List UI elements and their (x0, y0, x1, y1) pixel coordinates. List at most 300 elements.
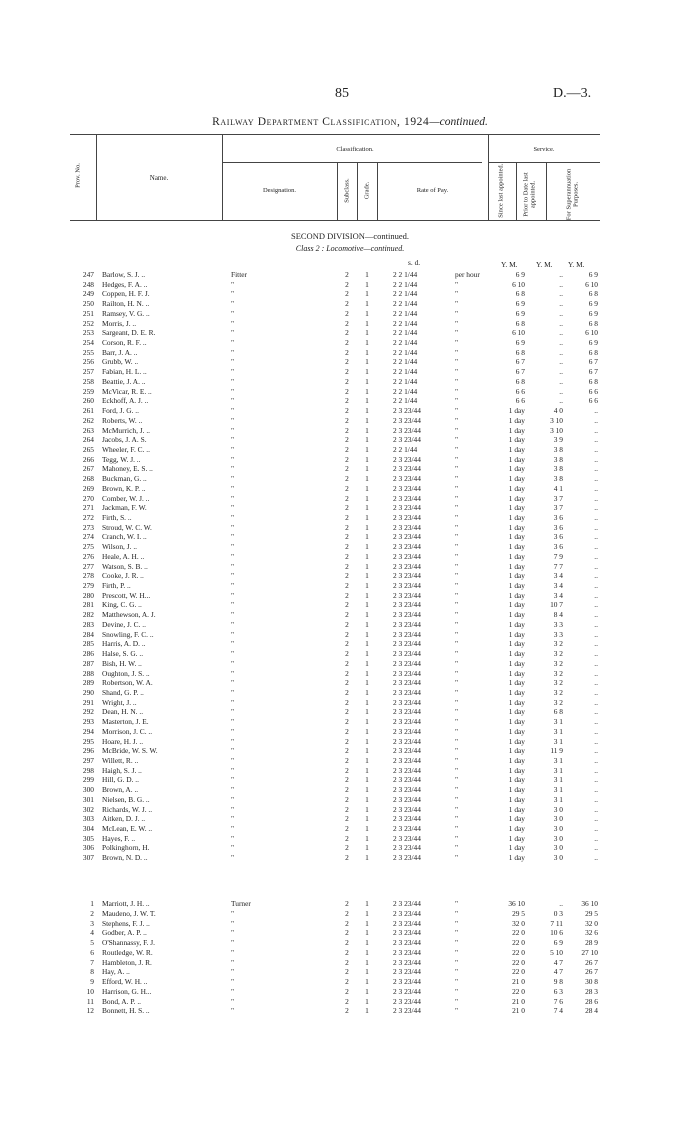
cell-grade: 1 (365, 977, 369, 986)
cell-per: " (455, 464, 459, 474)
cell-designation: " (231, 1006, 235, 1016)
cell-prior-to: 10 6 (550, 928, 563, 938)
cell-grade: 1 (365, 678, 369, 688)
cell-prior-to: 3 1 (553, 717, 563, 727)
cell-per: " (455, 396, 459, 406)
cell-grade: 1 (365, 947, 369, 957)
cell-grade: 1 (365, 532, 369, 542)
cell-name: Devine, J. C. .. (102, 619, 146, 629)
cell-name: Corson, R. F. .. (102, 338, 147, 348)
cell-superannuation: .. (594, 406, 598, 416)
cell-since-last: 1 day (508, 503, 525, 513)
cell-name: Harris, A. D. .. (102, 639, 146, 649)
cell-superannuation: 6 8 (588, 376, 598, 386)
cell-name: Prescott, W. H... (102, 590, 151, 600)
cell-since-last: 6 8 (515, 347, 525, 357)
cell-prov-no: 5 (90, 938, 94, 947)
cell-superannuation: 6 10 (585, 328, 598, 338)
cell-subclass: 2 (345, 542, 349, 552)
header-grade: Grade. (363, 181, 371, 200)
cell-superannuation: .. (594, 522, 598, 532)
cell-rate: 2 2 1/44 (393, 279, 418, 289)
cell-designation: " (231, 299, 235, 309)
cell-superannuation: 6 8 (588, 318, 598, 328)
cell-rate: 2 3 23/44 (393, 908, 421, 918)
cell-subclass: 2 (345, 513, 349, 522)
cell-subclass: 2 (345, 726, 349, 736)
cell-per: " (455, 843, 459, 853)
cell-grade: 1 (365, 687, 369, 697)
cell-prior-to: .. (559, 270, 563, 279)
cell-designation: " (231, 503, 235, 513)
cell-superannuation: .. (594, 687, 598, 697)
cell-since-last: 1 day (508, 415, 525, 425)
cell-per: " (455, 328, 459, 338)
cell-grade: 1 (365, 639, 369, 649)
cell-prov-no: 263 (82, 425, 94, 435)
cell-prov-no: 262 (82, 415, 94, 425)
cell-superannuation: .. (594, 746, 598, 756)
cell-since-last: 1 day (508, 435, 525, 445)
title-continued: —continued. (429, 116, 488, 128)
cell-name: Snowling, F. C. .. (102, 629, 154, 639)
cell-name: Tegg, W. J. .. (102, 454, 141, 464)
cell-prior-to: 3 2 (553, 687, 563, 697)
cell-rate: 2 2 1/44 (393, 299, 418, 309)
cell-grade: 1 (365, 707, 369, 717)
cell-designation: " (231, 938, 235, 947)
cell-prior-to: 3 6 (553, 532, 563, 542)
cell-prov-no: 301 (82, 794, 94, 804)
cell-prov-no: 289 (82, 678, 94, 688)
cell-designation: " (231, 746, 235, 756)
cell-subclass: 2 (345, 996, 349, 1006)
cell-per: " (455, 629, 459, 639)
cell-prov-no: 261 (82, 406, 94, 416)
cell-prov-no: 247 (82, 270, 94, 279)
cell-rate: 2 2 1/44 (393, 270, 418, 279)
cell-per: " (455, 289, 459, 299)
cell-subclass: 2 (345, 756, 349, 765)
cell-rate: 2 3 23/44 (393, 928, 421, 938)
cell-name: Hambleton, J. R. (102, 957, 152, 967)
cell-per: " (455, 756, 459, 765)
cell-since-last: 1 day (508, 707, 525, 717)
cell-superannuation: .. (594, 610, 598, 620)
cell-prov-no: 266 (82, 454, 94, 464)
cell-subclass: 2 (345, 697, 349, 707)
cell-per: " (455, 928, 459, 938)
cell-name: Ford, J. G. .. (102, 406, 139, 416)
cell-rate: 2 3 23/44 (393, 649, 421, 659)
cell-prior-to: 3 10 (550, 425, 563, 435)
cell-per: " (455, 503, 459, 513)
cell-since-last: 1 day (508, 649, 525, 659)
cell-per: " (455, 649, 459, 659)
cell-name: Roberts, W. .. (102, 415, 143, 425)
col-rule (357, 162, 358, 220)
cell-superannuation: .. (594, 794, 598, 804)
cell-designation: " (231, 279, 235, 289)
cell-rate: 2 3 23/44 (393, 600, 421, 610)
cell-rate: 2 3 23/44 (393, 785, 421, 795)
cell-designation: " (231, 308, 235, 318)
cell-name: Morris, J. .. (102, 318, 137, 328)
cell-grade: 1 (365, 736, 369, 746)
cell-prior-to: 3 4 (553, 581, 563, 591)
cell-per: " (455, 717, 459, 727)
cell-prior-to: 3 1 (553, 756, 563, 765)
cell-subclass: 2 (345, 775, 349, 785)
cell-rate: 2 3 23/44 (393, 658, 421, 668)
cell-subclass: 2 (345, 707, 349, 717)
cell-prov-no: 273 (82, 522, 94, 532)
header-top-rule (70, 134, 600, 135)
cell-prov-no: 303 (82, 814, 94, 824)
cell-designation: " (231, 853, 235, 863)
cell-subclass: 2 (345, 571, 349, 581)
cell-prov-no: 288 (82, 668, 94, 678)
cell-grade: 1 (365, 1006, 369, 1016)
cell-prov-no: 271 (82, 503, 94, 513)
cell-prior-to: 3 8 (553, 454, 563, 464)
cell-grade: 1 (365, 454, 369, 464)
cell-grade: 1 (365, 464, 369, 474)
cell-grade: 1 (365, 444, 369, 454)
cell-name: Barr, J. A. .. (102, 347, 138, 357)
cell-since-last: 6 9 (515, 270, 525, 279)
cell-grade: 1 (365, 338, 369, 348)
cell-name: Marriott, J. H. .. (102, 899, 150, 908)
cell-rate: 2 3 23/44 (393, 938, 421, 947)
cell-grade: 1 (365, 308, 369, 318)
cell-prov-no: 250 (82, 299, 94, 309)
cell-grade: 1 (365, 833, 369, 843)
cell-grade: 1 (365, 561, 369, 571)
cell-designation: " (231, 357, 235, 367)
cell-prior-to: 8 4 (553, 610, 563, 620)
cell-name: Hill, G. D. .. (102, 775, 139, 785)
cell-prior-to: 3 2 (553, 697, 563, 707)
cell-prior-to: 3 8 (553, 464, 563, 474)
cell-rate: 2 3 23/44 (393, 986, 421, 996)
cell-prov-no: 291 (82, 697, 94, 707)
cell-designation: " (231, 561, 235, 571)
cell-prior-to: 3 3 (553, 629, 563, 639)
cell-designation: " (231, 376, 235, 386)
cell-superannuation: 6 9 (588, 270, 598, 279)
cell-rate: 2 3 23/44 (393, 1006, 421, 1016)
cell-rate: 2 3 23/44 (393, 899, 421, 908)
cell-grade: 1 (365, 697, 369, 707)
cell-grade: 1 (365, 726, 369, 736)
cell-per: " (455, 454, 459, 464)
cell-per: " (455, 824, 459, 834)
cell-grade: 1 (365, 775, 369, 785)
header-subclass: Subclass. (343, 178, 351, 203)
cell-per: " (455, 318, 459, 328)
cell-superannuation: .. (594, 454, 598, 464)
cell-grade: 1 (365, 367, 369, 377)
cell-name: Willett, R. .. (102, 756, 139, 765)
cell-subclass: 2 (345, 986, 349, 996)
cell-prov-no: 281 (82, 600, 94, 610)
cell-prior-to: 3 0 (553, 814, 563, 824)
cell-prov-no: 292 (82, 707, 94, 717)
cell-per: " (455, 308, 459, 318)
cell-superannuation: 32 6 (585, 928, 598, 938)
cell-per: " (455, 775, 459, 785)
cell-since-last: 1 day (508, 464, 525, 474)
cell-per: " (455, 435, 459, 445)
cell-prov-no: 269 (82, 483, 94, 493)
cell-subclass: 2 (345, 765, 349, 775)
cell-prior-to: .. (559, 899, 563, 908)
cell-superannuation: .. (594, 435, 598, 445)
cell-prov-no: 252 (82, 318, 94, 328)
cell-superannuation: .. (594, 444, 598, 454)
cell-rate: 2 3 23/44 (393, 522, 421, 532)
cell-per: " (455, 853, 459, 863)
cell-subclass: 2 (345, 977, 349, 986)
cell-since-last: 22 0 (512, 938, 525, 947)
cell-rate: 2 3 23/44 (393, 804, 421, 814)
cell-since-last: 1 day (508, 571, 525, 581)
cell-per: " (455, 581, 459, 591)
cell-designation: " (231, 425, 235, 435)
cell-designation: " (231, 444, 235, 454)
cell-rate: 2 3 23/44 (393, 571, 421, 581)
cell-superannuation: .. (594, 483, 598, 493)
cell-rate: 2 3 23/44 (393, 707, 421, 717)
cell-grade: 1 (365, 785, 369, 795)
cell-designation: " (231, 532, 235, 542)
cell-rate: 2 3 23/44 (393, 454, 421, 464)
cell-prov-no: 270 (82, 493, 94, 503)
cell-per: " (455, 590, 459, 600)
cell-superannuation: .. (594, 551, 598, 561)
cell-since-last: 1 day (508, 833, 525, 843)
cell-grade: 1 (365, 649, 369, 659)
cell-prior-to: .. (559, 367, 563, 377)
cell-name: Hay, A. .. (102, 967, 130, 977)
cell-rate: 2 3 23/44 (393, 435, 421, 445)
cell-grade: 1 (365, 756, 369, 765)
cell-prov-no: 286 (82, 649, 94, 659)
cell-rate: 2 3 23/44 (393, 503, 421, 513)
cell-designation: " (231, 571, 235, 581)
cell-grade: 1 (365, 551, 369, 561)
cell-name: McMurrich, J. .. (102, 425, 151, 435)
cell-designation: " (231, 687, 235, 697)
cell-subclass: 2 (345, 318, 349, 328)
cell-superannuation: 6 6 (588, 396, 598, 406)
cell-prov-no: 284 (82, 629, 94, 639)
cell-rate: 2 2 1/44 (393, 367, 418, 377)
cell-subclass: 2 (345, 386, 349, 396)
cell-name: Hoare, H. J. .. (102, 736, 144, 746)
cell-since-last: 1 day (508, 746, 525, 756)
cell-subclass: 2 (345, 522, 349, 532)
cell-designation: " (231, 736, 235, 746)
cell-grade: 1 (365, 396, 369, 406)
cell-prov-no: 299 (82, 775, 94, 785)
cell-grade: 1 (365, 279, 369, 289)
cell-rate: 2 2 1/44 (393, 376, 418, 386)
cell-grade: 1 (365, 318, 369, 328)
cell-name: Buckman, G. .. (102, 474, 147, 484)
cell-grade: 1 (365, 299, 369, 309)
cell-grade: 1 (365, 328, 369, 338)
cell-superannuation: .. (594, 658, 598, 668)
cell-rate: 2 3 23/44 (393, 542, 421, 552)
cell-name: Polkinghorn, H. (102, 843, 150, 853)
cell-since-last: 1 day (508, 600, 525, 610)
division-heading: SECOND DIVISION—continued. (290, 231, 410, 241)
class-heading: Class 2 : Locomotive—continued. (295, 244, 405, 253)
cell-superannuation: 6 8 (588, 289, 598, 299)
cell-prov-no: 8 (90, 967, 94, 977)
cell-per: " (455, 532, 459, 542)
cell-prov-no: 12 (86, 1006, 94, 1016)
cell-rate: 2 3 23/44 (393, 967, 421, 977)
cell-subclass: 2 (345, 1006, 349, 1016)
cell-prior-to: 3 2 (553, 668, 563, 678)
cell-since-last: 6 9 (515, 308, 525, 318)
cell-designation: " (231, 289, 235, 299)
col-rule (546, 162, 547, 220)
cell-name: Cooke, J. R. .. (102, 571, 144, 581)
cell-prior-to: 3 6 (553, 522, 563, 532)
cell-designation: " (231, 367, 235, 377)
cell-prior-to: 3 0 (553, 833, 563, 843)
cell-subclass: 2 (345, 357, 349, 367)
cell-prior-to: 0 3 (553, 908, 563, 918)
cell-prov-no: 258 (82, 376, 94, 386)
cell-per: " (455, 658, 459, 668)
cell-prov-no: 305 (82, 833, 94, 843)
cell-prov-no: 287 (82, 658, 94, 668)
cell-rate: 2 2 1/44 (393, 444, 418, 454)
cell-grade: 1 (365, 814, 369, 824)
cell-designation: " (231, 454, 235, 464)
cell-prior-to: .. (559, 279, 563, 289)
cell-grade: 1 (365, 804, 369, 814)
cell-rate: 2 3 23/44 (393, 687, 421, 697)
cell-name: Efford, W. H. .. (102, 977, 148, 986)
cell-rate: 2 3 23/44 (393, 947, 421, 957)
cell-prior-to: 3 2 (553, 658, 563, 668)
classification-rule (222, 162, 482, 163)
cell-name: Jacobs, J. A. S. (102, 435, 147, 445)
cell-rate: 2 3 23/44 (393, 415, 421, 425)
cell-since-last: 1 day (508, 474, 525, 484)
cell-per: " (455, 794, 459, 804)
cell-prov-no: 1 (90, 899, 94, 908)
cell-since-last: 1 day (508, 619, 525, 629)
cell-designation: " (231, 581, 235, 591)
cell-since-last: 6 6 (515, 396, 525, 406)
cell-rate: 2 3 23/44 (393, 619, 421, 629)
cell-per: per hour (455, 270, 480, 279)
cell-superannuation: .. (594, 503, 598, 513)
cell-per: " (455, 668, 459, 678)
cell-prov-no: 10 (86, 986, 94, 996)
cell-subclass: 2 (345, 853, 349, 863)
cell-prior-to: 3 4 (553, 571, 563, 581)
cell-rate: 2 3 23/44 (393, 775, 421, 785)
cell-subclass: 2 (345, 454, 349, 464)
cell-superannuation: 6 10 (585, 279, 598, 289)
cell-per: " (455, 726, 459, 736)
cell-prov-no: 278 (82, 571, 94, 581)
cell-grade: 1 (365, 493, 369, 503)
cell-designation: " (231, 522, 235, 532)
cell-designation: " (231, 338, 235, 348)
cell-superannuation: .. (594, 571, 598, 581)
cell-prior-to: 4 7 (553, 967, 563, 977)
cell-prior-to: 3 6 (553, 542, 563, 552)
cell-rate: 2 2 1/44 (393, 396, 418, 406)
cell-rate: 2 3 23/44 (393, 697, 421, 707)
cell-rate: 2 3 23/44 (393, 513, 421, 522)
cell-since-last: 1 day (508, 551, 525, 561)
cell-designation: " (231, 619, 235, 629)
cell-designation: " (231, 474, 235, 484)
cell-designation: " (231, 967, 235, 977)
cell-superannuation: 30 8 (585, 977, 598, 986)
cell-subclass: 2 (345, 308, 349, 318)
cell-designation: " (231, 824, 235, 834)
cell-prov-no: 276 (82, 551, 94, 561)
cell-since-last: 1 day (508, 590, 525, 600)
cell-since-last: 1 day (508, 765, 525, 775)
cell-superannuation: 36 10 (581, 899, 598, 908)
cell-since-last: 36 10 (508, 899, 525, 908)
cell-designation: " (231, 843, 235, 853)
cell-name: Grubb, W. .. (102, 357, 139, 367)
cell-subclass: 2 (345, 908, 349, 918)
cell-since-last: 1 day (508, 804, 525, 814)
cell-rate: 2 3 23/44 (393, 824, 421, 834)
cell-grade: 1 (365, 996, 369, 1006)
cell-rate: 2 2 1/44 (393, 328, 418, 338)
cell-since-last: 1 day (508, 853, 525, 863)
cell-since-last: 1 day (508, 406, 525, 416)
cell-rate: 2 3 23/44 (393, 551, 421, 561)
cell-since-last: 1 day (508, 756, 525, 765)
cell-name: Shand, G. P. .. (102, 687, 144, 697)
cell-per: " (455, 444, 459, 454)
cell-grade: 1 (365, 347, 369, 357)
cell-prior-to: 11 9 (550, 746, 563, 756)
cell-subclass: 2 (345, 600, 349, 610)
cell-name: Robertson, W. A. (102, 678, 153, 688)
cell-subclass: 2 (345, 833, 349, 843)
cell-prov-no: 272 (82, 513, 94, 522)
cell-prior-to: 3 8 (553, 444, 563, 454)
cell-rate: 2 2 1/44 (393, 308, 418, 318)
cell-since-last: 1 day (508, 843, 525, 853)
cell-per: " (455, 483, 459, 493)
cell-designation: " (231, 513, 235, 522)
cell-designation: " (231, 396, 235, 406)
cell-name: Ramsey, V. G. .. (102, 308, 150, 318)
cell-per: " (455, 386, 459, 396)
cell-rate: 2 3 23/44 (393, 678, 421, 688)
cell-subclass: 2 (345, 717, 349, 727)
cell-designation: " (231, 590, 235, 600)
